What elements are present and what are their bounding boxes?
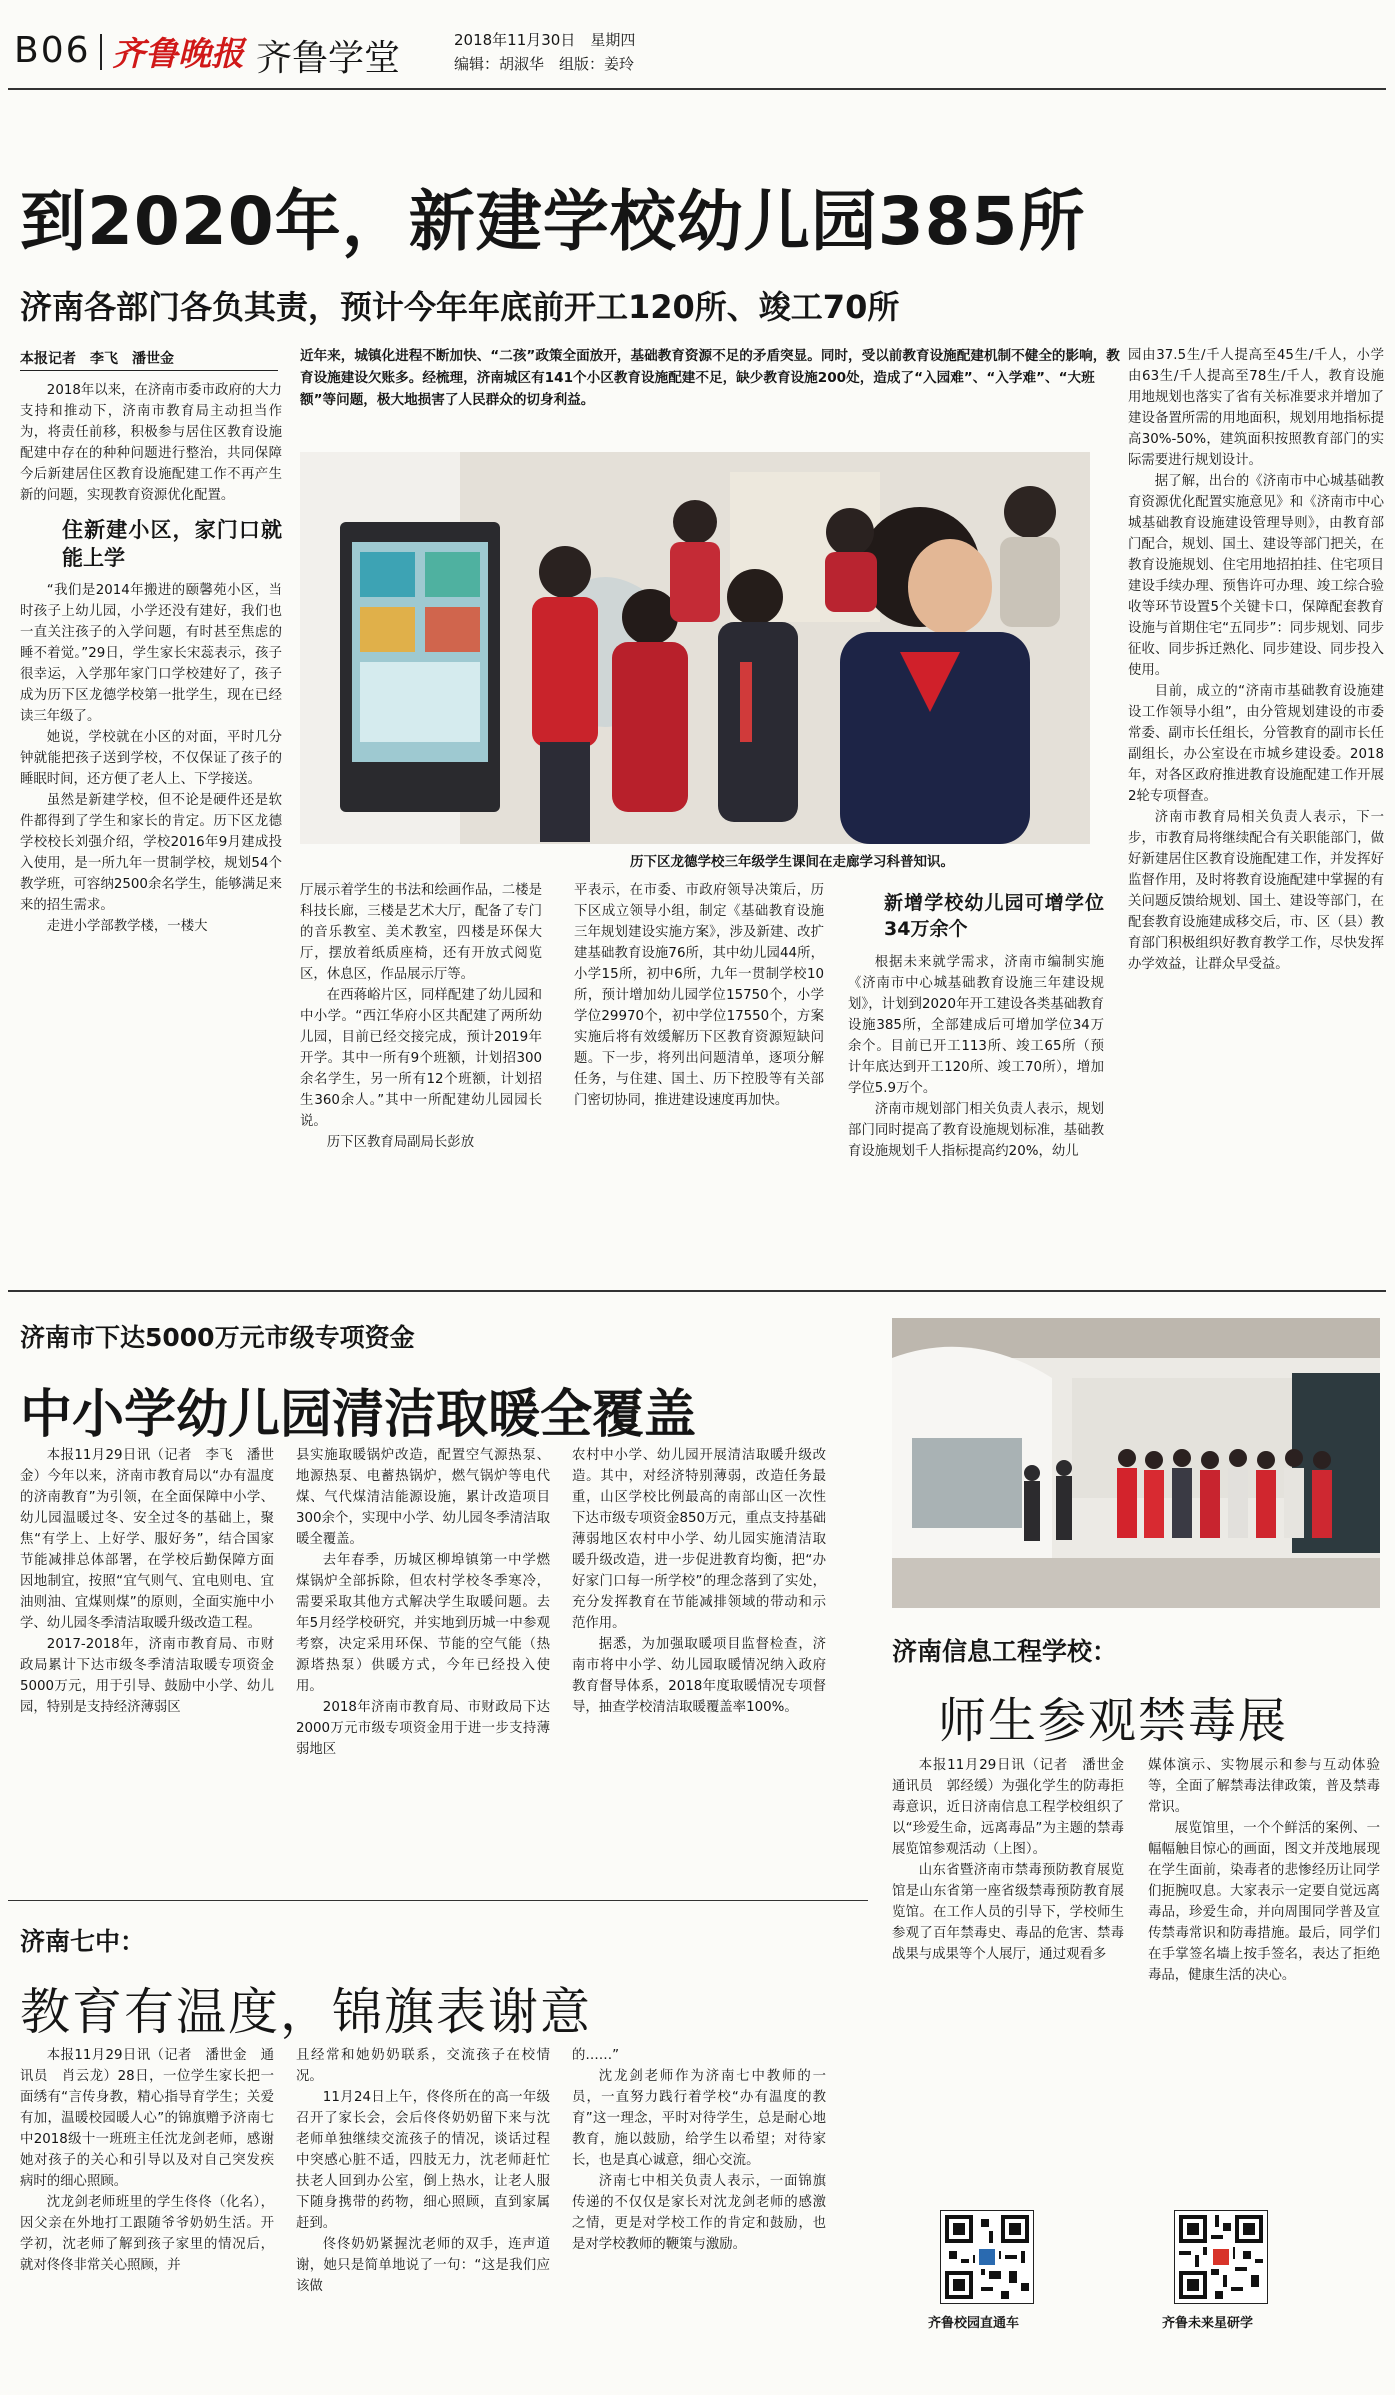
paragraph: 的……”	[572, 2048, 620, 2063]
paragraph: 本报11月29日讯（记者 潘世金 通讯员 肖云龙）28日，一位学生家长把一面绣有“言传身教，精心指导育学生；关爱有加，温暖校园暖人心”的锦旗赠予济南七中2018级十一班班主任沈龙剑老师，感谢她对孩子的关心和引导以及对自己突发疾病时的细心照顾。	[20, 2048, 274, 2189]
paragraph: 且经常和她奶奶联系，交流孩子在校情况。	[296, 2048, 550, 2084]
qr-code-icon	[941, 2211, 1033, 2303]
story2-column-1	[20, 1445, 274, 1895]
story3-kicker: 济南七中：	[20, 1927, 146, 1956]
exhibition-photo-illustration	[892, 1318, 1380, 1608]
paragraph: 在西蒋峪片区，同样配建了幼儿园和中小学。“西江华府小区共配建了两所幼儿园，目前已经交接完成，预计2019年开学。其中一所有9个班额，计划招300余名学生，另一所有12个班额，计划招生360余人。”其中一所配建幼儿园园长说。	[300, 988, 542, 1129]
qr-caption-right: 齐鲁未来星研学	[1162, 2316, 1254, 2331]
qr-code-right[interactable]	[1174, 2210, 1268, 2304]
lead-photo-illustration	[300, 452, 1090, 844]
lead-intro: 近年来，城镇化进程不断加快、“二孩”政策全面放开，基础教育资源不足的矛盾突显。同时，受以前教育设施配建机制不健全的影响，教育设施建设欠账多。经梳理，济南城区有141个小区教育设施配建不足，缺少教育设施200处，造成了“入园难”、“入学难”、“大班额”等问题，极大地损害了人民群众的切身利益。	[300, 348, 1120, 408]
paragraph: 佟佟奶奶紧握沈老师的双手，连声道谢，她只是简单地说了一句：“这是我们应该做	[296, 2237, 550, 2294]
lead-subhead-1: 住新建小区，家门口就能上学	[62, 518, 282, 570]
paragraph: 本报11月29日讯（记者 潘世金 通讯员 郭经缓）为强化学生的防毒拒毒意识，近日济南信息工程学校组织了以“珍爱生命，远离毒品”为主题的禁毒展览馆参观活动（上图）。	[892, 1758, 1138, 1857]
paragraph: 根据未来就学需求，济南市编制实施《济南市中心城基础教育设施三年建设规划》，计划到2020年开工建设各类基础教育设施385所，全部建成后可增加学位34万余个。目前已开工113所、竣工65所（预计年底达到开工120所、竣工70所），增加学位5.9万个。	[848, 955, 1104, 1096]
paragraph: 沈龙剑老师班里的学生佟佟（化名），因父亲在外地打工跟随爷爷奶奶生活。开学初，沈老师了解到孩子家里的情况后，就对佟佟非常关心照顾，并	[20, 2195, 274, 2273]
paragraph: 走进小学部教学楼，一楼大	[46, 919, 208, 934]
paragraph: 厅展示着学生的书法和绘画作品，二楼是科技长廊，三楼是艺术大厅，配备了专门的音乐教室、美术教室，四楼是环保大厅，摆放着纸质座椅，还有开放式阅览区，休息区，作品展示厅等。	[300, 883, 542, 982]
story2-kicker: 济南市下达5000万元市级专项资金	[20, 1323, 415, 1352]
lead-photo	[300, 452, 1090, 844]
lead-column-3	[574, 880, 824, 1260]
header-divider	[100, 34, 102, 70]
lead-photo-caption: 历下区龙德学校三年级学生课间在走廊学习科普知识。	[630, 854, 954, 870]
section-rule	[8, 1290, 1386, 1292]
paragraph: 媒体演示、实物展示和参与互动体验等，全面了解禁毒法律政策，普及禁毒常识。	[1148, 1758, 1380, 1815]
paragraph: 园由37.5生/千人提高至45生/千人，小学由63生/千人提高至78生/千人，教育设施用地规划也落实了省有关标准要求并增加了建设备置所需的用地面积，规划用地指标提高30%-50%，建筑面积按照教育部门的实际需要进行规划设计。	[1128, 348, 1384, 468]
paragraph: 据悉，为加强取暖项目监督检查，济南市将中小学、幼儿园取暖情况纳入政府教育督导体系，2018年度取暖情况专项督导，抽查学校清洁取暖覆盖率100%。	[572, 1637, 826, 1715]
section-title: 齐鲁学堂	[256, 38, 401, 79]
page-number: B06	[14, 30, 91, 71]
story4-column-2	[1148, 1755, 1380, 2175]
paragraph: 沈龙剑老师作为济南七中教师的一员，一直努力践行着学校“办有温度的教育”这一理念，平时对待学生，总是耐心地教育，施以鼓励，给学生以希望；对待家长，也是真心诚意，细心交流。	[572, 2069, 826, 2168]
lead-subhead-2: 新增学校幼儿园可增学位34万余个	[884, 892, 1104, 940]
paragraph: 本报11月29日讯（记者 李飞 潘世金）今年以来，济南市教育局以“办有温度的济南教育”为引领，在全面保障中小学、幼儿园温暖过冬、安全过冬的基础上，聚焦“有学上、上好学、服好务”，结合国家节能减排总体部署，在学校后勤保障方面因地制宜，按照“宜气则气、宜电则电、宜油则油、宜煤则煤”的原则，全面实施中小学、幼儿园冬季清洁取暖升级改造工程。	[20, 1448, 274, 1631]
paragraph: 她说，学校就在小区的对面，平时几分钟就能把孩子送到学校，不仅保证了孩子的睡眠时间，还方便了老人上、下学接送。	[20, 730, 282, 787]
lead-column-1	[20, 380, 282, 1260]
qr-caption-left: 齐鲁校园直通车	[928, 2316, 1020, 2331]
story2-column-2	[296, 1445, 550, 1895]
story3-rule	[8, 1900, 868, 1901]
paragraph: “我们是2014年搬进的颐馨苑小区，当时孩子上幼儿园，小学还没有建好，我们也一直关注孩子的入学问题，有时甚至焦虑的睡不着觉。”29日，学生家长宋蕊表示，孩子很幸运，入学那年家门口学校建好了，孩子成为历下区龙德学校第一批学生，现在已经读三年级了。	[20, 583, 282, 724]
story3-column-2	[296, 2045, 550, 2380]
paragraph: 目前，成立的“济南市基础教育设施建设工作领导小组”，由分管规划建设的市委常委、副市长任组长，分管教育的副市长任副组长，办公室设在市城乡建设委。2018年，对各区政府推进教育设施配建工作开展2轮专项督查。	[1128, 684, 1384, 804]
story2-headline: 中小学幼儿园清洁取暖全覆盖	[20, 1385, 697, 1445]
story3-column-3	[572, 2045, 826, 2380]
lead-column-4	[848, 880, 1104, 1260]
qr-code-left[interactable]	[940, 2210, 1034, 2304]
lead-column-2	[300, 880, 542, 1260]
newspaper-logo: 齐鲁晚报	[112, 34, 244, 73]
paragraph: 济南市规划部门相关负责人表示，规划部门同时提高了教育设施规划标准，基础教育设施规划千人指标提高约20%，幼儿	[848, 1102, 1104, 1159]
story3-column-1	[20, 2045, 274, 2380]
paragraph: 去年春季，历城区柳埠镇第一中学燃煤锅炉全部拆除，但农村学校冬季寒冷，需要采取其他方式解决学生取暖问题。去年5月经学校研究，并实地到历城一中参观考察，决定采用环保、节能的空气能（热源塔热泵）供暖方式，今年已经投入使用。	[296, 1553, 550, 1694]
paragraph: 山东省暨济南市禁毒预防教育展览馆是山东省第一座省级禁毒预防教育展览馆。在工作人员的引导下，学校师生参观了百年禁毒史、毒品的危害、禁毒战果与成果等个人展厅，通过观看多	[892, 1863, 1124, 1962]
lead-headline: 到2020年，新建学校幼儿园385所	[20, 183, 1086, 260]
paragraph: 2018年以来，在济南市委市政府的大力支持和推动下，济南市教育局主动担当作为，将责任前移，积极参与居住区教育设施配建中存在的种种问题进行整治，共同保障今后新建居住区教育设施配建工作不再产生新的问题，实现教育资源优化配置。	[20, 383, 282, 503]
paragraph: 济南七中相关负责人表示，一面锦旗传递的不仅仅是家长对沈龙剑老师的感激之情，更是对学校工作的肯定和鼓励，也是对学校教师的鞭策与激励。	[572, 2174, 826, 2252]
editor-line: 编辑：胡淑华 组版：姜玲	[454, 55, 635, 73]
header-meta	[454, 28, 635, 76]
paragraph: 2017-2018年，济南市教育局、市财政局累计下达市级冬季清洁取暖专项资金5000万元，用于引导、鼓励中小学、幼儿园，特别是支持经济薄弱区	[20, 1637, 274, 1715]
lead-byline: 本报记者 李飞 潘世金	[20, 351, 174, 367]
byline-rule	[20, 370, 278, 371]
paragraph: 11月24日上午，佟佟所在的高一年级召开了家长会，会后佟佟奶奶留下来与沈老师单独继续交流孩子的情况，谈话过程中突感心脏不适，四肢无力，沈老师赶忙扶老人回到办公室，倒上热水，让老人服下随身携带的药物，细心照顾，直到家属赶到。	[296, 2090, 550, 2231]
lead-column-5	[1128, 345, 1384, 1260]
story3-headline: 教育有温度，锦旗表谢意	[20, 1983, 592, 2041]
lead-subheadline: 济南各部门各负其责，预计今年年底前开工120所、竣工70所	[20, 288, 900, 326]
paragraph: 历下区教育局副局长彭放	[326, 1135, 475, 1150]
paragraph: 济南市教育局相关负责人表示，下一步，市教育局将继续配合有关职能部门，做好新建居住区教育设施配建工作，并发挥好监督作用，及时将教育设施配建中掌握的有关问题反馈给规划、国土、建设等部门，在配套教育设施建成移交后，市、区（县）教育部门积极组织好教育教学工作，尽快发挥办学效益，让群众早受益。	[1128, 810, 1384, 972]
exhibition-photo	[892, 1318, 1380, 1608]
story2-column-3	[572, 1445, 826, 1895]
story4-headline: 师生参观禁毒展	[938, 1693, 1289, 1749]
paragraph: 虽然是新建学校，但不论是硬件还是软件都得到了学生和家长的肯定。历下区龙德学校校长刘强介绍，学校2016年9月建成投入使用，是一所九年一贯制学校，规划54个教学班，可容纳2500余名学生，能够满足来来的招生需求。	[20, 793, 282, 913]
paragraph: 县实施取暖锅炉改造，配置空气源热泵、地源热泵、电蓄热锅炉，燃气锅炉等电代煤、气代煤清洁能源设施，累计改造项目300余个，实现中小学、幼儿园冬季清洁取暖全覆盖。	[296, 1448, 550, 1547]
paragraph: 展览馆里，一个个鲜活的案例、一幅幅触目惊心的画面，图文并茂地展现在学生面前，染毒者的悲惨经历让同学们扼腕叹息。大家表示一定要自觉远离毒品，珍爱生命，并向周围同学普及宣传禁毒常识和防毒措施。最后，同学们在手掌签名墙上按手签名，表达了拒绝毒品，健康生活的决心。	[1148, 1821, 1380, 1983]
date-line: 2018年11月30日 星期四	[454, 31, 636, 49]
story4-kicker: 济南信息工程学校：	[892, 1637, 1118, 1666]
paragraph: 据了解，出台的《济南市中心城基础教育资源优化配置实施意见》和《济南市中心城基础教育设施建设管理导则》，由教育部门配合，规划、国土、建设等部门把关，在教育设施规划、住宅用地招拍挂、住宅项目建设手续办理、预售许可办理、竣工综合验收等环节设置5个关键卡口，保障配套教育设施与首期住宅“五同步”：同步规划、同步征收、同步拆迁熟化、同步建设、同步投入使用。	[1128, 474, 1384, 678]
qr-code-icon	[1175, 2211, 1267, 2303]
paragraph: 农村中小学、幼儿园开展清洁取暖升级改造。其中，对经济特别薄弱，改造任务最重，山区学校比例最高的南部山区一次性下达市级专项资金850万元，重点支持基础薄弱地区农村中小学、幼儿园实施清洁取暖升级改造，进一步促进教育均衡，把“办好家门口每一所学校”的理念落到了实处，充分发挥教育在节能减排领域的带动和示范作用。	[572, 1448, 826, 1631]
header-rule	[8, 88, 1386, 90]
paragraph: 2018年济南市教育局、市财政局下达2000万元市级专项资金用于进一步支持薄弱地区	[296, 1700, 550, 1757]
paragraph: 平表示，在市委、市政府领导决策后，历下区成立领导小组，制定《基础教育设施三年规划建设实施方案》，涉及新建、改扩建基础教育设施76所，其中幼儿园44所，小学15所，初中6所，九年一贯制学校10所，预计增加幼儿园学位15750个，小学学位29970个，初中学位17550个，方案实施后将有效缓解历下区教育资源短缺问题。下一步，将列出问题清单，逐项分解任务，与住建、国土、历下控股等有关部门密切协同，推进建设速度再加快。	[574, 883, 824, 1108]
